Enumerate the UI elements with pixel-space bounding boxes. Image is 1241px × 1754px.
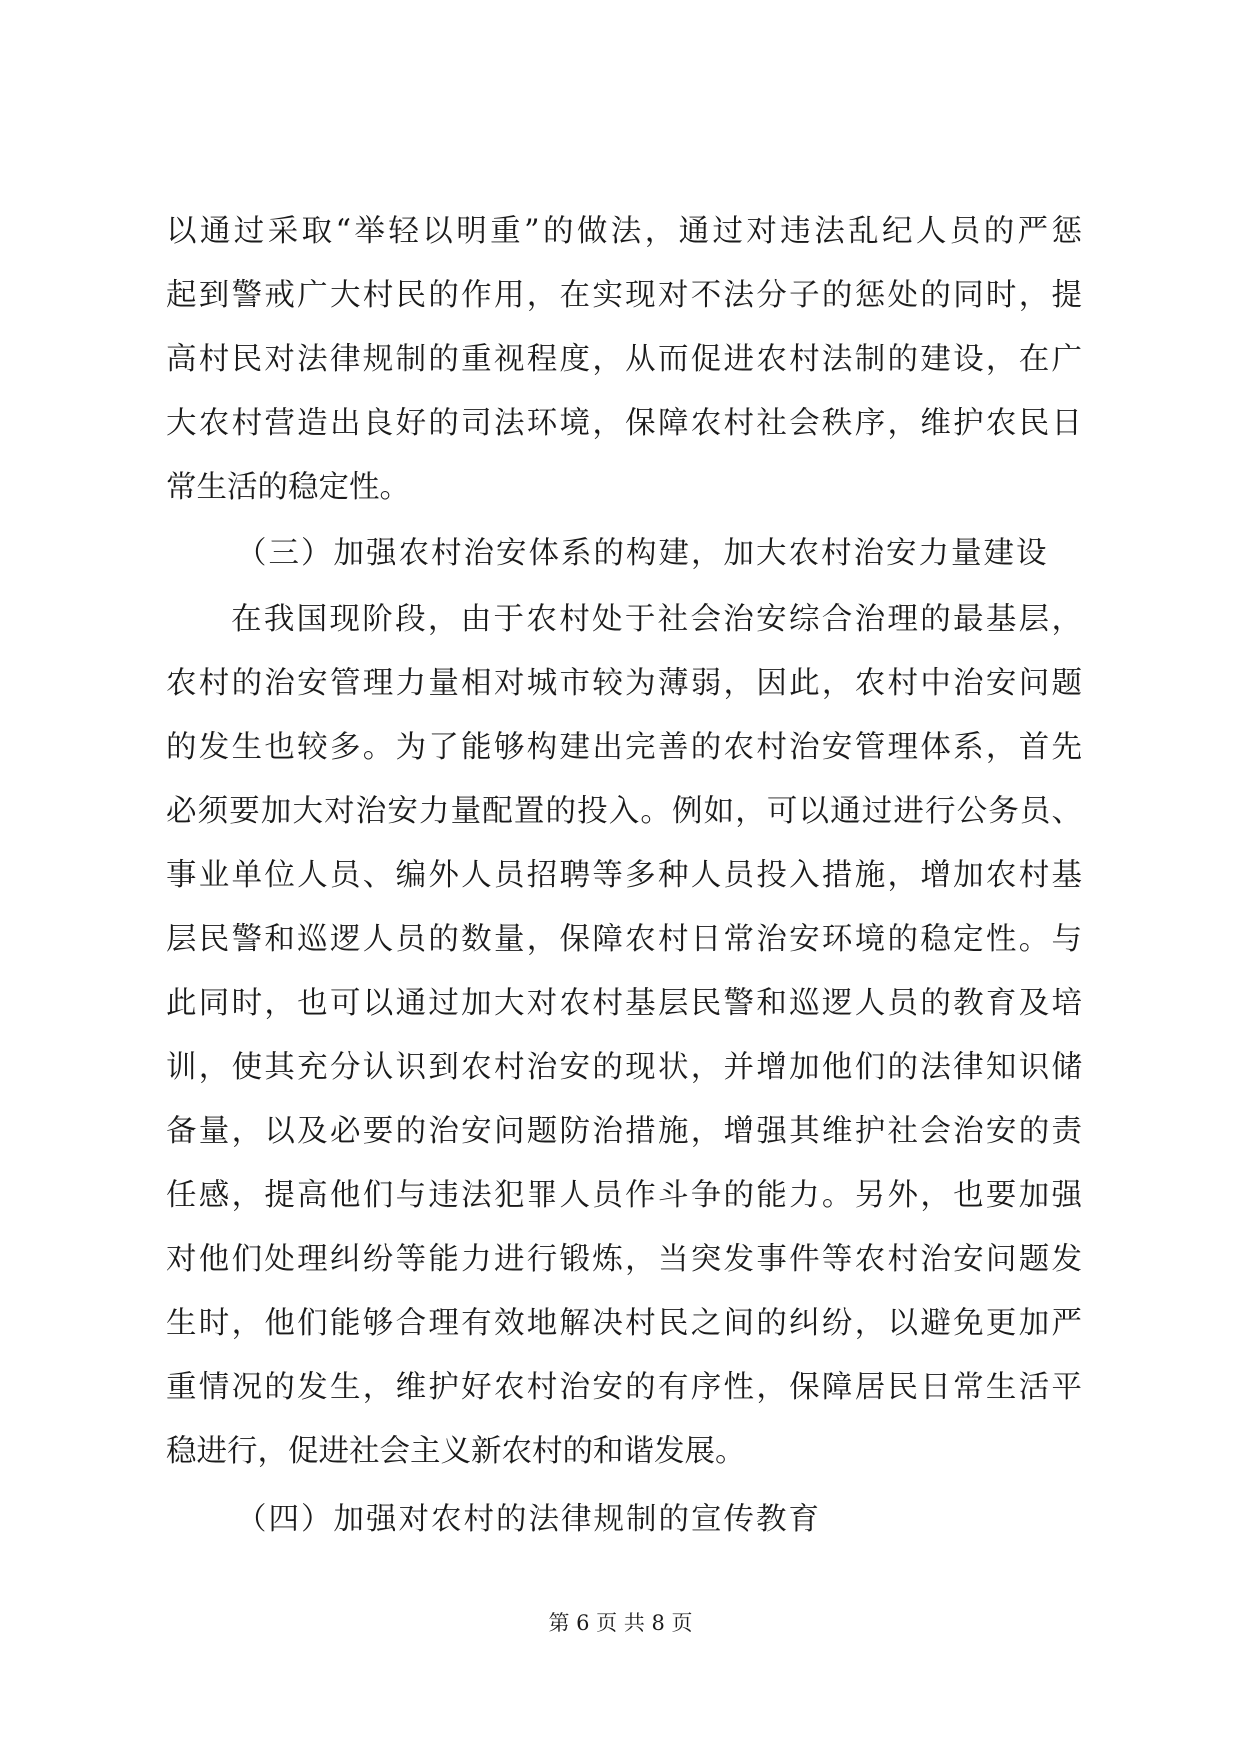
paragraph-2-line-6: 层民警和巡逻人员的数量，保障农村日常治安环境的稳定性。与 xyxy=(166,922,1082,957)
paragraph-2-line-8: 训，使其充分认识到农村治安的现状，并增加他们的法律知识储 xyxy=(166,1050,1082,1085)
paragraph-2-line-2: 农村的治安管理力量相对城市较为薄弱，因此，农村中治安问题 xyxy=(166,666,1082,701)
paragraph-2-line-3: 的发生也较多。为了能够构建出完善的农村治安管理体系，首先 xyxy=(166,730,1082,765)
paragraph-2-line-7: 此同时，也可以通过加大对农村基层民警和巡逻人员的教育及培 xyxy=(166,986,1082,1021)
paragraph-2-line-13: 重情况的发生，维护好农村治安的有序性，保障居民日常生活平 xyxy=(166,1370,1082,1405)
page-number-footer: 第 6 页 共 8 页 xyxy=(548,1611,693,1635)
paragraph-2-line-5: 事业单位人员、编外人员招聘等多种人员投入措施，增加农村基 xyxy=(166,858,1082,893)
paragraph-1-line-4: 大农村营造出良好的司法环境，保障农村社会秩序，维护农民日 xyxy=(166,406,1082,441)
paragraph-2-line-4: 必须要加大对治安力量配置的投入。例如，可以通过进行公务员、 xyxy=(166,794,1082,829)
paragraph-2-line-9: 备量，以及必要的治安问题防治措施，增强其维护社会治安的责 xyxy=(166,1114,1082,1149)
paragraph-2-line-10: 任感，提高他们与违法犯罪人员作斗争的能力。另外，也要加强 xyxy=(166,1178,1082,1213)
paragraph-1-line-3: 高村民对法律规制的重视程度，从而促进农村法制的建设，在广 xyxy=(166,342,1082,377)
paragraph-1-line-5: 常生活的稳定性。 xyxy=(166,470,410,505)
section-heading-3: （三）加强农村治安体系的构建，加大农村治安力量建设 xyxy=(236,536,1049,571)
paragraph-2-line-14: 稳进行，促进社会主义新农村的和谐发展。 xyxy=(166,1434,746,1469)
paragraph-2-line-12: 生时，他们能够合理有效地解决村民之间的纠纷，以避免更加严 xyxy=(166,1306,1082,1341)
paragraph-2-line-11: 对他们处理纠纷等能力进行锻炼，当突发事件等农村治安问题发 xyxy=(166,1242,1082,1277)
paragraph-1-line-1: 以通过采取“举轻以明重”的做法，通过对违法乱纪人员的严惩 xyxy=(166,214,1082,249)
paragraph-1-line-2: 起到警戒广大村民的作用，在实现对不法分子的惩处的同时，提 xyxy=(166,278,1082,313)
paragraph-2-line-1: 在我国现阶段，由于农村处于社会治安综合治理的最基层， xyxy=(231,602,1082,637)
section-heading-4: （四）加强对农村的法律规制的宣传教育 xyxy=(236,1502,821,1537)
